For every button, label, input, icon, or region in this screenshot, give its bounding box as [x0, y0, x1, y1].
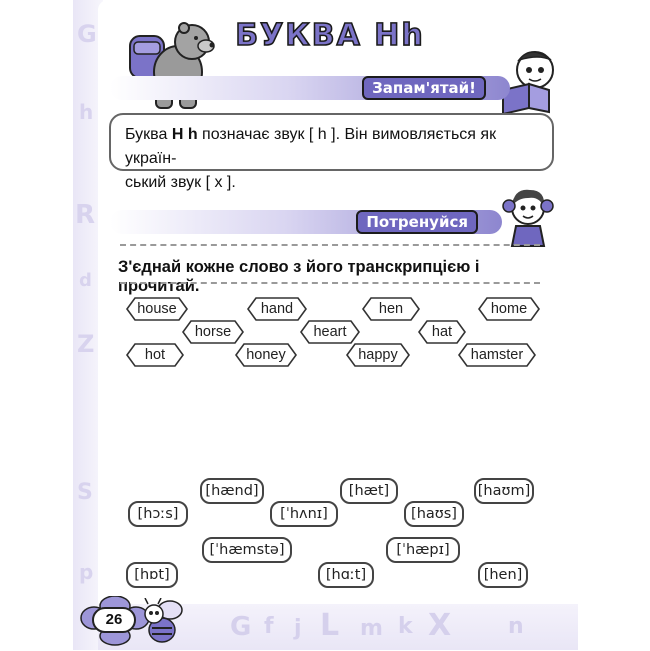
- rule-line1-rest: позначає звук [ h ]. Він вимовляється як україн-: [125, 126, 497, 167]
- word-text: happy: [358, 347, 398, 363]
- transcription-pill[interactable]: [hæt]: [340, 478, 398, 504]
- bee-icon: [140, 598, 186, 646]
- word-tag-home[interactable]: [478, 297, 540, 321]
- rule-line-1: [125, 123, 538, 171]
- transcription-pill[interactable]: [ˈhæpɪ]: [386, 537, 460, 563]
- bg-letter-k: k: [398, 614, 413, 639]
- bg-letter-g2: G: [230, 612, 252, 642]
- rule-line-2: ський звук [ х ].: [125, 174, 236, 191]
- bg-letter-l: L: [320, 608, 340, 643]
- word-text: heart: [313, 324, 347, 340]
- word-tag-hat[interactable]: [418, 320, 466, 344]
- transcription-pill[interactable]: [haʊs]: [404, 501, 464, 527]
- transcription-pill[interactable]: [hɒt]: [126, 562, 178, 588]
- bg-letter-g: G: [77, 20, 97, 48]
- bg-letter-j: j: [294, 616, 302, 641]
- word-text: horse: [194, 324, 232, 340]
- word-text: honey: [246, 347, 286, 363]
- transcription-pill[interactable]: [hɔːs]: [128, 501, 188, 527]
- word-tag-hand[interactable]: [247, 297, 307, 321]
- transcription-pill[interactable]: [hen]: [478, 562, 528, 588]
- bg-letter-f: f: [264, 614, 274, 639]
- word-text: hot: [144, 347, 166, 363]
- divider-top: [120, 244, 540, 250]
- practice-label: Потренуйся: [356, 210, 478, 234]
- word-tag-house[interactable]: [126, 297, 188, 321]
- word-text: hand: [260, 301, 294, 317]
- word-text: home: [490, 301, 528, 317]
- transcription-pill[interactable]: [ˈhʌnɪ]: [270, 501, 338, 527]
- bg-letter-n: n: [508, 614, 524, 639]
- rule-box: [109, 113, 554, 191]
- bg-letter-p: p: [79, 560, 94, 584]
- bg-letter-s: S: [77, 480, 93, 505]
- bg-letter-r: R: [75, 200, 96, 230]
- word-tag-hen[interactable]: [362, 297, 420, 321]
- word-text: hamster: [470, 347, 524, 363]
- divider-bottom: [120, 282, 540, 288]
- transcription-pill[interactable]: [hænd]: [200, 478, 264, 504]
- word-text: hat: [431, 324, 453, 340]
- word-tag-happy[interactable]: [346, 343, 410, 367]
- bg-letter-x: X: [428, 608, 452, 643]
- page-title: БУКВА Hh: [235, 18, 425, 53]
- word-tag-horse[interactable]: [182, 320, 244, 344]
- word-tag-heart[interactable]: [300, 320, 360, 344]
- bg-letter-h: h: [79, 100, 94, 124]
- rule-prefix: Буква: [125, 126, 172, 143]
- rule-letters: H h: [171, 126, 198, 143]
- word-tag-hot[interactable]: [126, 343, 184, 367]
- page-number: 26: [92, 607, 136, 633]
- bg-letter-d: d: [79, 270, 92, 291]
- transcription-pill[interactable]: [ˈhæmstə]: [202, 537, 292, 563]
- remember-section-bar: [110, 76, 510, 100]
- practice-section-bar: [110, 210, 502, 234]
- transcription-pill[interactable]: [hɑːt]: [318, 562, 374, 588]
- word-tag-honey[interactable]: [235, 343, 297, 367]
- instruction-text: З'єднай кожне слово з його транскрипцією і прочитай.: [118, 258, 480, 295]
- transcription-pill[interactable]: [haʊm]: [474, 478, 534, 504]
- word-tag-hamster[interactable]: [458, 343, 536, 367]
- word-text: hen: [378, 301, 404, 317]
- word-text: house: [137, 301, 177, 317]
- girl-icon: [500, 186, 558, 248]
- remember-label: Запам'ятай!: [362, 76, 486, 100]
- bg-letter-z: Z: [77, 330, 95, 358]
- bg-letter-m: m: [360, 616, 383, 641]
